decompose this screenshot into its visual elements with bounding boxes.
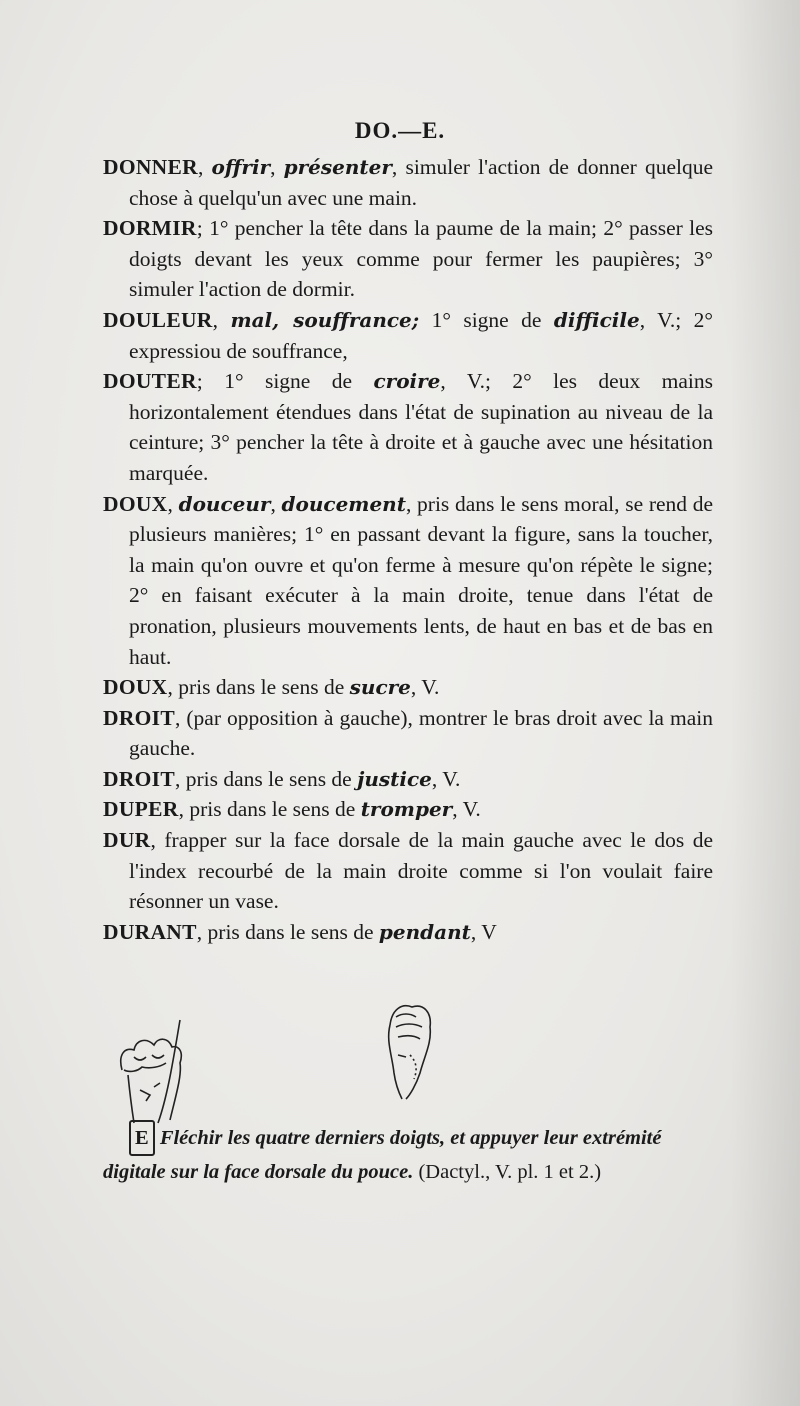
- entry-dur: DUR, frapper sur la face dorsale de la main gauche avec le dos de l'index recourbé de la main droite comme si l'on voulait faire résonner un vase.: [103, 828, 713, 914]
- caption-text: Fléchir les quatre derniers doigts, et appuyer leur extrémité digitale sur la face dorsale du pouce.: [103, 1127, 662, 1183]
- page-edge-shadow: [730, 0, 800, 1406]
- dictionary-entries: [103, 152, 713, 947]
- entry-droit-gauche: DROIT, (par opposition à gauche), montrer le bras droit avec la main gauche.: [103, 705, 713, 761]
- entry-donner: DONNER, offrir, présenter, simuler l'action de donner quelque chose à quelqu'un avec une main.: [103, 155, 714, 210]
- hand-sign-illustration: [110, 995, 440, 1125]
- entry-doux-moral: DOUX, douceur, doucement, pris dans le sens moral, se rend de plusieurs manières; 1° en passant devant la figure, sans la toucher, la main qu'on ouvre et qu'on ferme à mesure qu'on répète le signe; 2° en faisant exécuter à la main droite, tenue dans l'état de pronation, plusieurs mouvements lents, de haut en bas et de bas en haut.: [103, 491, 714, 669]
- fist-hand-icon: [121, 1039, 182, 1123]
- caption-letter: E: [129, 1120, 155, 1156]
- slash-mark: [158, 1020, 180, 1123]
- fist-side-icon: [389, 1006, 431, 1099]
- entry-droit-justice: DROIT, pris dans le sens de justice, V.: [103, 766, 461, 791]
- figure-caption: [103, 1120, 723, 1188]
- entry-dormir: DORMIR; 1° pencher la tête dans la paume de la main; 2° passer les doigts devant les yeux comme pour fermer les paupières; 3° simuler l'action de dormir.: [103, 216, 713, 302]
- page-header: DO.—E.: [354, 118, 446, 143]
- entry-duper: DUPER, pris dans le sens de tromper, V.: [103, 797, 481, 822]
- entry-durant: DURANT, pris dans le sens de pendant, V: [103, 919, 497, 944]
- caption-reference: (Dactyl., V. pl. 1 et 2.): [413, 1161, 602, 1183]
- entry-douleur: DOULEUR, mal, souffrance; 1° signe de difficile, V.; 2° expressiou de souffrance,: [103, 307, 713, 363]
- entry-douter: DOUTER; 1° signe de croire, V.; 2° les deux mains horizontalement étendues dans l'état de supination au niveau de la ceinture; 3° pencher la tête à droite et à gauche avec une hésitation marquée.: [103, 369, 713, 485]
- entry-doux-sucre: DOUX, pris dans le sens de sucre, V.: [103, 675, 440, 700]
